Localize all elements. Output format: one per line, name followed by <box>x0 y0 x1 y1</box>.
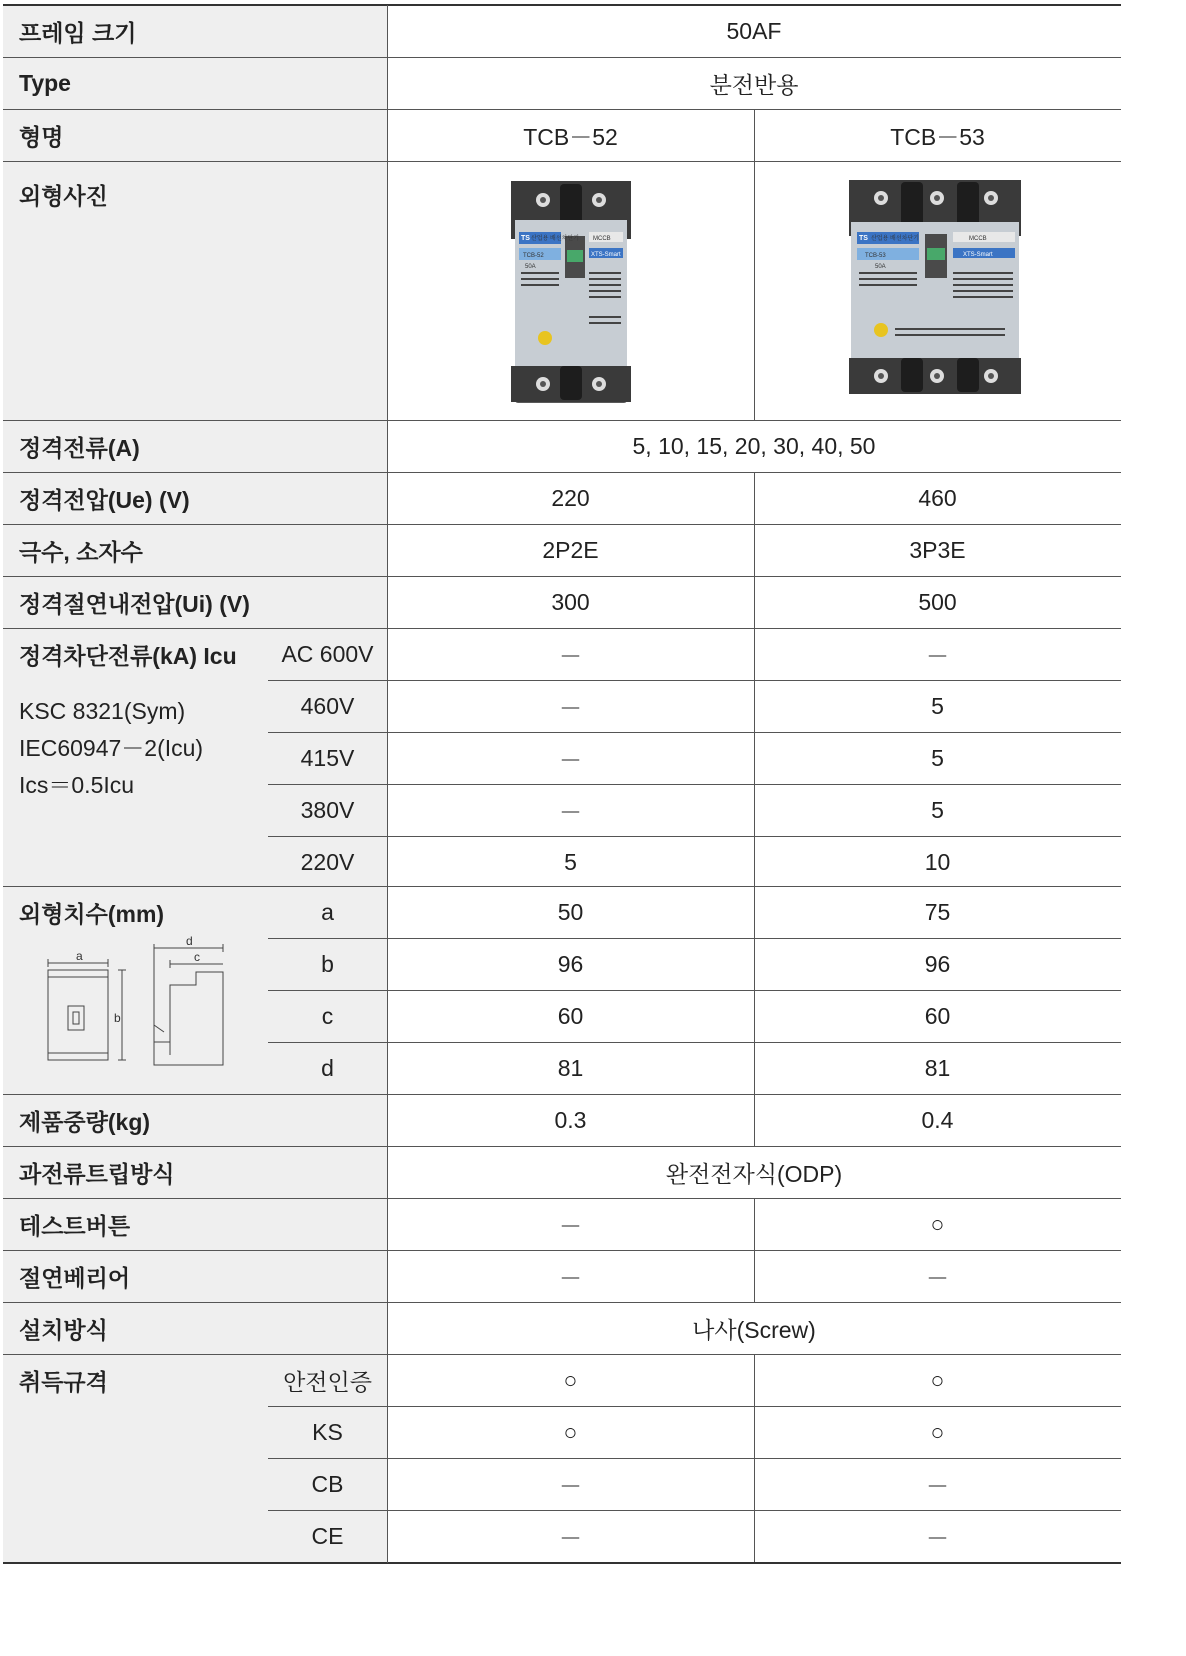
rated-voltage-tcb52: 220 <box>551 484 590 511</box>
test-button-tcb52: － <box>559 1212 582 1239</box>
table-bottom-border <box>3 1562 1121 1564</box>
cert-sub-label: CE <box>311 1522 344 1549</box>
row-divider <box>3 628 1121 629</box>
test-button-label: 테스트버튼 <box>19 1212 131 1239</box>
install-method-label: 설치방식 <box>19 1316 108 1343</box>
weight-tcb53: 0.4 <box>921 1106 954 1133</box>
sub-row-divider <box>268 1042 1121 1043</box>
row-divider <box>3 472 1121 473</box>
dimension-tcb52: 50 <box>557 898 584 925</box>
tcb53-photo-title: 산업용 배선차단기 <box>871 236 920 242</box>
dimension-tcb53: 96 <box>924 950 951 977</box>
model-tcb52: TCB－52 <box>523 123 618 150</box>
breaking-tcb53: 10 <box>924 848 951 875</box>
breaking-capacity-label: 정격차단전류(kA) Icu <box>19 642 237 669</box>
row-divider <box>3 57 1121 58</box>
sub-row-divider <box>268 1406 1121 1407</box>
cert-tcb53: － <box>926 1472 949 1499</box>
breaking-tcb52: － <box>559 746 582 773</box>
rated-voltage-label: 정격전압(Ue) (V) <box>19 486 190 513</box>
model-column-divider <box>754 472 755 1146</box>
barrier-label: 절연베리어 <box>19 1264 131 1291</box>
breaking-tcb52: － <box>559 798 582 825</box>
breaking-tcb52: － <box>559 642 582 669</box>
sub-row-divider <box>268 732 1121 733</box>
label-column-divider <box>387 5 388 1563</box>
weight-tcb52: 0.3 <box>554 1106 587 1133</box>
diagram-d-label: d <box>186 934 193 948</box>
test-button-tcb53: ○ <box>930 1210 945 1237</box>
cert-tcb53: ○ <box>930 1418 945 1445</box>
type-label: Type <box>19 69 71 96</box>
type-value: 분전반용 <box>709 71 799 98</box>
sub-row-divider <box>268 680 1121 681</box>
dimension-diagram <box>40 930 240 1075</box>
sub-row-divider <box>268 938 1121 939</box>
insulation-voltage-tcb53: 500 <box>918 588 957 615</box>
sub-row-divider <box>268 836 1121 837</box>
row-divider <box>3 1198 1121 1199</box>
breaking-tcb53: 5 <box>931 692 944 719</box>
tcb53-photo-model: TCB-53 <box>865 253 886 259</box>
dimension-tcb53: 81 <box>924 1054 951 1081</box>
breaking-sub-label: 380V <box>300 796 355 823</box>
tcb52-photo-title: 산업용 배선차단기 <box>531 236 580 242</box>
poles-label: 극수, 소자수 <box>19 538 143 565</box>
tcb52-photo-series: XTS-Smart <box>591 252 621 258</box>
trip-method-value: 완전전자식(ODP) <box>665 1160 843 1187</box>
breaking-tcb52: 5 <box>564 848 577 875</box>
tcb53-photo-series: XTS-Smart <box>963 252 993 258</box>
table-top-border <box>3 4 1121 6</box>
barrier-tcb52: － <box>559 1264 582 1291</box>
tcb52-photo-mccb: MCCB <box>593 236 611 242</box>
sub-row-divider <box>268 990 1121 991</box>
dimension-tcb52: 96 <box>557 950 584 977</box>
sub-row-divider <box>268 1510 1121 1511</box>
weight-label: 제품중량(kg) <box>19 1108 151 1135</box>
breaking-tcb52: － <box>559 694 582 721</box>
cert-sub-label: CB <box>311 1470 344 1497</box>
tcb52-photo-model: TCB-52 <box>523 253 544 259</box>
row-divider <box>3 1302 1121 1303</box>
dimensions-label: 외형치수(mm) <box>19 900 165 927</box>
breaking-sub-label: AC 600V <box>281 640 374 667</box>
cert-tcb52: ○ <box>563 1366 578 1393</box>
dimension-tcb53: 60 <box>924 1002 951 1029</box>
frame-size-value: 50AF <box>726 17 782 44</box>
tcb53-photo-mccb: MCCB <box>969 236 987 242</box>
dimension-sub-label: a <box>321 898 334 925</box>
breaking-tcb53: 5 <box>931 744 944 771</box>
model-column-divider <box>754 1354 755 1562</box>
dimension-sub-label: b <box>321 950 334 977</box>
dimension-tcb52: 81 <box>557 1054 584 1081</box>
rated-current-value: 5, 10, 15, 20, 30, 40, 50 <box>632 432 876 459</box>
breaking-standard-note-3: Ics＝0.5Icu <box>19 772 135 798</box>
breaking-sub-label: 415V <box>300 744 355 771</box>
tcb53-photo <box>845 176 1025 398</box>
row-divider <box>3 886 1121 887</box>
tcb53-photo-rating: 50A <box>875 264 886 270</box>
insulation-voltage-label: 정격절연내전압(Ui) (V) <box>19 590 250 617</box>
row-divider <box>3 524 1121 525</box>
barrier-tcb53: － <box>926 1264 949 1291</box>
poles-tcb53: 3P3E <box>909 536 966 563</box>
tcb52-photo-rating: 50A <box>525 264 536 270</box>
cert-tcb52: ○ <box>563 1418 578 1445</box>
row-divider <box>3 420 1121 421</box>
cert-tcb52: － <box>559 1524 582 1551</box>
trip-method-label: 과전류트립방식 <box>19 1160 175 1187</box>
cert-tcb53: － <box>926 1524 949 1551</box>
model-column-divider <box>754 1198 755 1302</box>
cert-sub-label: 안전인증 <box>283 1368 372 1395</box>
model-label: 형명 <box>19 123 64 150</box>
tcb52-photo-brand: TS <box>521 235 530 242</box>
poles-tcb52: 2P2E <box>542 536 599 563</box>
breaking-standard-note-1: KSC 8321(Sym) <box>19 698 186 724</box>
row-divider <box>3 161 1121 162</box>
dimension-tcb52: 60 <box>557 1002 584 1029</box>
breaking-tcb53: － <box>926 642 949 669</box>
diagram-b-label: b <box>114 1011 121 1025</box>
dimension-tcb53: 75 <box>924 898 951 925</box>
cert-sub-label: KS <box>312 1418 343 1445</box>
breaking-standard-note-2: IEC60947－2(Icu) <box>19 735 204 761</box>
tcb53-photo-brand: TS <box>859 235 868 242</box>
model-tcb53: TCB－53 <box>890 123 985 150</box>
cert-tcb52: － <box>559 1472 582 1499</box>
row-divider <box>3 1354 1121 1355</box>
breaking-sub-label: 220V <box>300 848 355 875</box>
frame-size-label: 프레임 크기 <box>19 19 137 46</box>
sub-row-divider <box>268 784 1121 785</box>
install-method-value: 나사(Screw) <box>692 1316 816 1343</box>
dimension-sub-label: d <box>321 1054 334 1081</box>
row-divider <box>3 576 1121 577</box>
row-divider <box>3 109 1121 110</box>
cert-tcb53: ○ <box>930 1366 945 1393</box>
rated-voltage-tcb53: 460 <box>918 484 957 511</box>
row-divider <box>3 1250 1121 1251</box>
diagram-c-label: c <box>194 950 200 964</box>
tcb52-photo <box>505 176 635 404</box>
model-column-divider <box>754 109 755 420</box>
breaking-sub-label: 460V <box>300 692 355 719</box>
rated-current-label: 정격전류(A) <box>19 434 140 461</box>
dimension-sub-label: c <box>321 1002 334 1029</box>
breaking-tcb53: 5 <box>931 796 944 823</box>
row-divider <box>3 1094 1121 1095</box>
sub-row-divider <box>268 1458 1121 1459</box>
photo-label: 외형사진 <box>19 183 108 209</box>
diagram-a-label: a <box>76 949 83 963</box>
row-divider <box>3 1146 1121 1147</box>
certification-label: 취득규격 <box>19 1368 108 1395</box>
insulation-voltage-tcb52: 300 <box>551 588 590 615</box>
